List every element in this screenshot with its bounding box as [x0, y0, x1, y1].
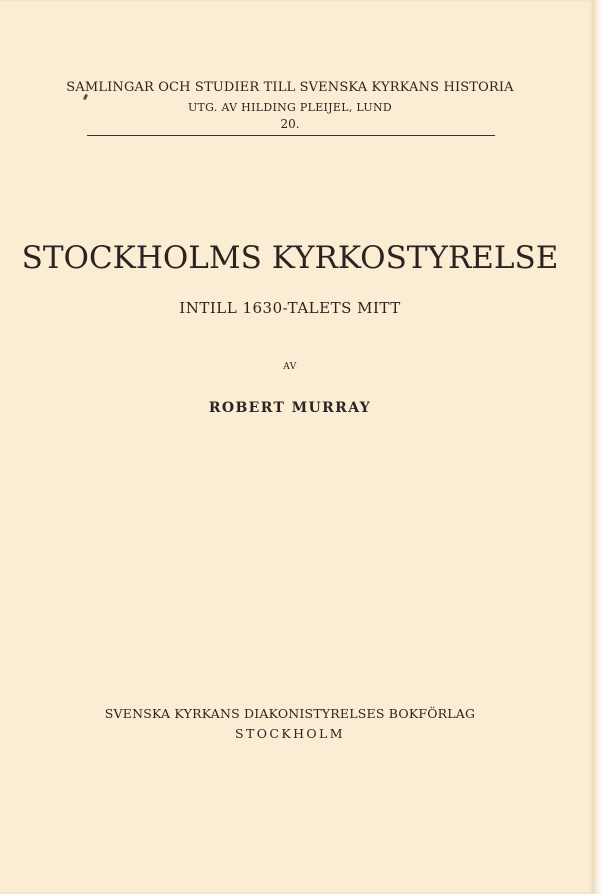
by-label: AV — [283, 362, 297, 372]
publisher-name: SVENSKA KYRKANS DIAKONISTYRELSES BOKFÖRLAG — [104, 706, 476, 721]
author-name: ROBERT MURRAY — [208, 400, 372, 416]
publisher-city: STOCKHOLM — [235, 726, 345, 741]
series-number: 20. — [280, 117, 300, 131]
book-title: STOCKHOLMS KYRKOSTYRELSE — [21, 240, 559, 276]
series-divider — [87, 135, 495, 136]
series-title: SAMLINGAR OCH STUDIER TILL SVENSKA KYRKANS HISTORIA — [66, 80, 514, 95]
series-editor: UTG. AV HILDING PLEIJEL, LUND — [187, 101, 393, 114]
page-edge — [594, 0, 602, 894]
book-subtitle: INTILL 1630-TALETS MITT — [179, 299, 401, 317]
